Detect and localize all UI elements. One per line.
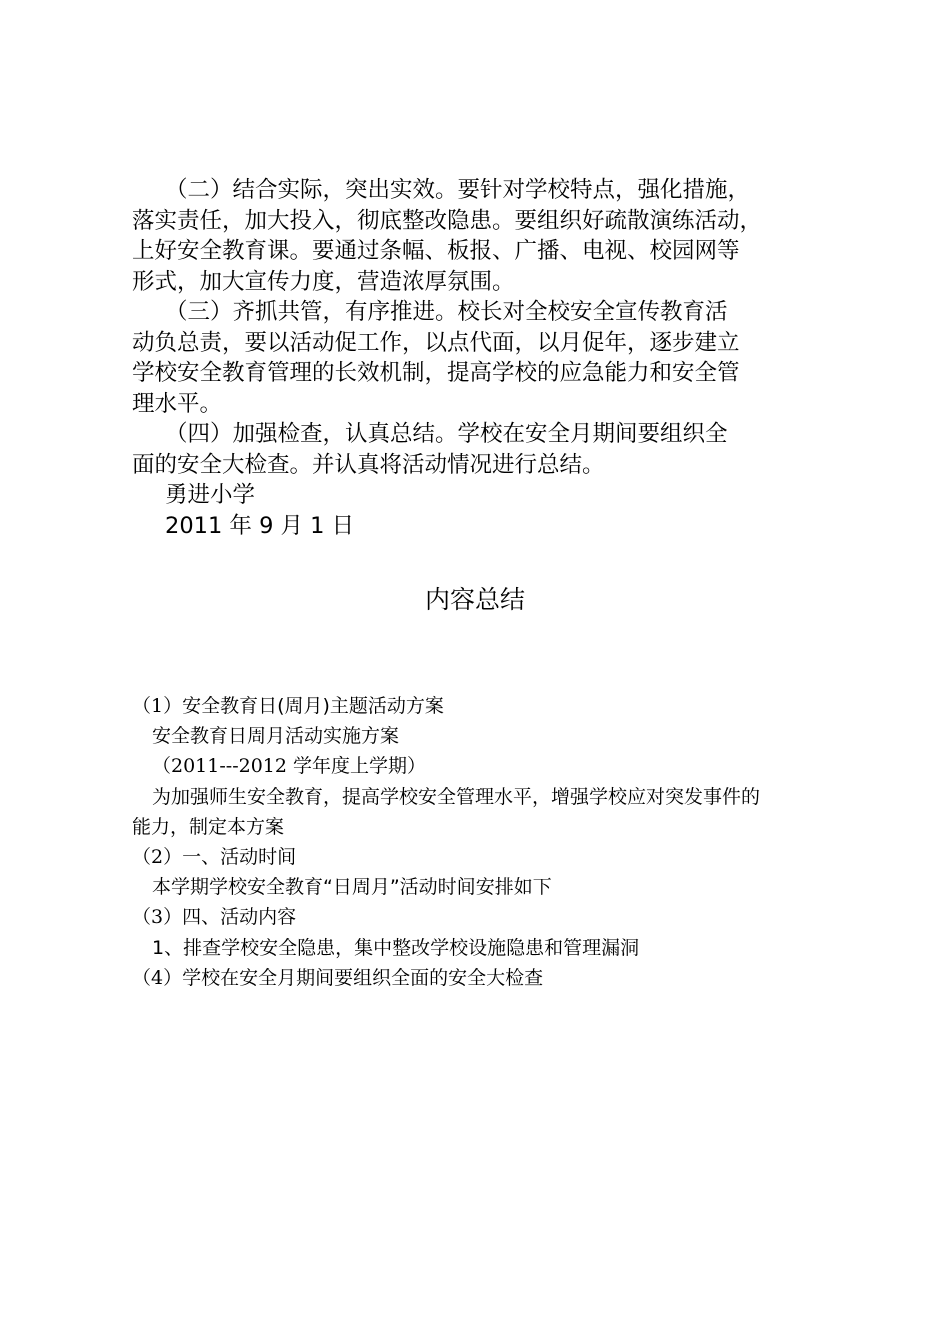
summary-title: 内容总结 xyxy=(424,585,525,614)
summary-item: 安全教育日周月活动实施方案 xyxy=(152,725,400,748)
summary-item xyxy=(132,902,832,932)
summary-item-text: 一、活动时间 xyxy=(182,846,297,869)
summary-item: 为加强师生安全教育，提高学校安全管理水平，增强学校应对突发事件的 xyxy=(152,785,761,808)
paragraph-line: 学校安全教育管理的长效机制，提高学校的应急能力和安全管 xyxy=(132,360,740,386)
summary-item-text: 安全教育日(周月)主题活动方案 xyxy=(182,695,444,717)
signature-school: 勇进小学 xyxy=(165,482,256,508)
summary-item: 本学期学校安全教育“日周月”活动时间安排如下 xyxy=(152,876,552,899)
summary-item: （2011---2012 学年度上学期） xyxy=(152,755,427,778)
summary-list xyxy=(132,691,832,993)
summary-item xyxy=(132,842,832,872)
summary-item-text: 学校在安全月期间要组织全面的安全大检查 xyxy=(182,966,544,989)
paragraph-inspection xyxy=(132,419,832,480)
body-text xyxy=(132,175,832,541)
summary-item: 能力，制定本方案 xyxy=(132,815,285,838)
summary-item: 1、排查学校安全隐患，集中整改学校设施隐患和管理漏洞 xyxy=(152,936,640,959)
summary-item-number: （4） xyxy=(132,966,183,989)
summary-item xyxy=(132,691,832,721)
paragraph-coordination xyxy=(132,175,832,297)
paragraph-line: 落实责任，加大投入，彻底整改隐患。要组织好疏散演练活动， xyxy=(132,207,763,234)
summary-item xyxy=(132,963,832,993)
paragraph-line: （四）加强检查，认真总结。学校在安全月期间要组织全 xyxy=(165,421,728,447)
summary-item-number: （3） xyxy=(132,906,183,929)
summary-item-number: （2） xyxy=(132,846,183,869)
paragraph-line: 形式，加大宣传力度，营造浓厚氛围。 xyxy=(132,268,515,295)
paragraph-line: （三）齐抓共管，有序推进。校长对全校安全宣传教育活 xyxy=(165,299,728,325)
summary-item-text: 四、活动内容 xyxy=(182,906,297,929)
signature-date: 2011 年 9 月 1 日 xyxy=(165,512,355,539)
paragraph-management xyxy=(132,297,832,419)
paragraph-line: 面的安全大检查。并认真将活动情况进行总结。 xyxy=(132,451,605,478)
paragraph-line: 动负总责，要以活动促工作，以点代面，以月促年，逐步建立 xyxy=(132,329,740,356)
paragraph-line: 理水平。 xyxy=(132,390,223,417)
summary-item-number: （1） xyxy=(132,695,183,717)
paragraph-line: （二）结合实际，突出实效。要针对学校特点，强化措施， xyxy=(165,177,751,203)
paragraph-line: 上好安全教育课。要通过条幅、板报、广播、电视、校园网等 xyxy=(132,238,740,264)
